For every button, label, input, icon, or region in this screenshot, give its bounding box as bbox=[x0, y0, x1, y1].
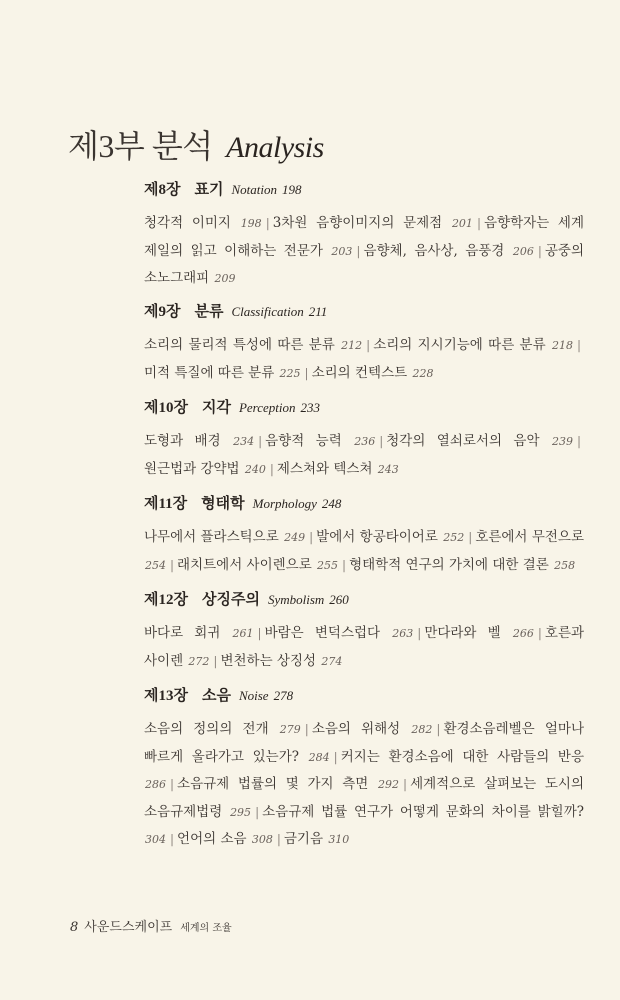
chapter-heading bbox=[144, 494, 584, 514]
chapter-11 bbox=[144, 494, 584, 579]
entry-separator: | bbox=[304, 365, 309, 380]
chapter-number: 제8장 bbox=[144, 182, 181, 198]
section-title: 청각의 열쇠로서의 음악 bbox=[386, 433, 540, 449]
entry-separator: | bbox=[333, 749, 338, 764]
entry-separator: | bbox=[257, 626, 262, 640]
entry-separator: | bbox=[342, 557, 347, 572]
section-title: 소리의 지시기능에 따른 분류 bbox=[373, 337, 546, 353]
section-title: 소리의 물리적 특성에 따른 분류 bbox=[144, 337, 335, 353]
section-page-number: 310 bbox=[328, 833, 350, 846]
section-page-number: 249 bbox=[284, 531, 306, 544]
section-title: 만다라와 벨 bbox=[424, 625, 501, 641]
entry-separator: | bbox=[170, 832, 175, 846]
entry-separator: | bbox=[436, 722, 441, 736]
section-title: 발에서 항공타이어로 bbox=[316, 529, 438, 545]
entry-separator: | bbox=[309, 530, 314, 544]
chapter-contents bbox=[144, 210, 584, 293]
section-title: 공중의 소노그래피 bbox=[144, 242, 585, 286]
chapter-12 bbox=[144, 590, 584, 675]
chapter-start-page: 260 bbox=[329, 592, 349, 607]
section-title: 청각적 이미지 bbox=[144, 215, 231, 231]
footer-book-title: 사운드스케이프 bbox=[84, 920, 173, 935]
section-page-number: 304 bbox=[145, 833, 166, 846]
section-page-number: 254 bbox=[145, 558, 166, 572]
section-page-number: 203 bbox=[331, 244, 353, 258]
entry-separator: | bbox=[170, 777, 175, 791]
section-page-number: 263 bbox=[392, 627, 414, 640]
section-title: 미적 특질에 따른 분류 bbox=[144, 364, 275, 381]
section-title: 소음규제 법률 연구가 어떻게 문화의 차이를 밝힐까? bbox=[262, 803, 584, 820]
entry-separator: | bbox=[576, 338, 582, 352]
section-title: 음향학자는 세계 제일의 읽고 이해하는 전문가 bbox=[144, 215, 584, 259]
chapter-start-page: 198 bbox=[281, 182, 302, 197]
section-title: 형태학적 연구의 가치에 대한 결론 bbox=[349, 556, 549, 573]
section-page-number: 240 bbox=[244, 462, 266, 476]
footer-book-subtitle: 세계의 조율 bbox=[180, 923, 232, 934]
chapter-9 bbox=[144, 302, 584, 387]
chapter-number: 제9장 bbox=[144, 304, 181, 320]
entry-separator: | bbox=[276, 832, 281, 846]
chapter-start-page: 248 bbox=[321, 496, 342, 511]
section-title: 음향적 능력 bbox=[265, 433, 342, 449]
section-page-number: 228 bbox=[412, 366, 434, 380]
section-page-number: 308 bbox=[251, 833, 273, 846]
chapter-number: 제13장 bbox=[144, 688, 188, 704]
chapter-title-korean: 지각 bbox=[201, 400, 231, 416]
entry-separator: | bbox=[379, 434, 384, 448]
chapter-contents bbox=[144, 428, 584, 483]
chapter-title-korean: 소음 bbox=[201, 688, 231, 704]
section-title: 환경소음레벨은 얼마나 빠르게 올라가고 있는가? bbox=[144, 721, 584, 765]
chapter-heading bbox=[144, 686, 584, 706]
section-page-number: 295 bbox=[230, 805, 252, 819]
page-footer bbox=[70, 916, 232, 935]
chapter-contents bbox=[144, 524, 584, 579]
section-title: 소음의 정의의 전개 bbox=[144, 721, 269, 737]
chapter-heading bbox=[144, 590, 584, 610]
chapter-contents bbox=[144, 332, 584, 387]
section-page-number: 266 bbox=[512, 627, 534, 640]
section-title: 래치트에서 사이렌으로 bbox=[177, 556, 312, 573]
entry-separator: | bbox=[213, 653, 218, 668]
chapter-title-english: Noise bbox=[238, 688, 269, 703]
chapter-start-page: 233 bbox=[300, 400, 321, 415]
entry-separator: | bbox=[265, 216, 270, 230]
section-page-number: 239 bbox=[551, 435, 573, 448]
section-page-number: 279 bbox=[279, 723, 301, 736]
section-page-number: 272 bbox=[188, 654, 210, 668]
section-title: 호른에서 무전으로 bbox=[475, 529, 584, 545]
section-page-number: 261 bbox=[232, 627, 254, 640]
chapter-title-english: Perception bbox=[238, 400, 296, 415]
entry-separator: | bbox=[537, 626, 542, 640]
section-title: 바다로 회귀 bbox=[144, 625, 221, 641]
chapter-number: 제11장 bbox=[144, 496, 188, 512]
section-title: 제스쳐와 텍스쳐 bbox=[276, 460, 373, 477]
chapter-title-korean: 형태학 bbox=[201, 496, 245, 512]
entry-separator: | bbox=[258, 434, 263, 448]
section-title: 음향체, 음사상, 음풍경 bbox=[363, 242, 505, 259]
section-page-number: 286 bbox=[145, 778, 166, 791]
entry-separator: | bbox=[468, 530, 473, 544]
chapter-title-korean: 표기 bbox=[194, 182, 224, 198]
section-title: 세계적으로 살펴보는 도시의 소음규제법령 bbox=[144, 776, 584, 820]
chapter-title-english: Classification bbox=[231, 304, 304, 319]
part-title-english: Analysis bbox=[226, 131, 324, 164]
section-page-number: 212 bbox=[341, 339, 363, 352]
chapter-title-english: Symbolism bbox=[267, 592, 325, 607]
section-page-number: 274 bbox=[321, 654, 343, 668]
entry-separator: | bbox=[366, 338, 371, 352]
entry-separator: | bbox=[356, 243, 361, 258]
section-page-number: 292 bbox=[378, 778, 400, 791]
section-page-number: 255 bbox=[317, 558, 339, 572]
section-page-number: 258 bbox=[554, 558, 576, 572]
entry-separator: | bbox=[537, 243, 542, 258]
chapter-start-page: 211 bbox=[308, 304, 328, 319]
entry-separator: | bbox=[255, 804, 260, 819]
section-page-number: 201 bbox=[451, 217, 473, 230]
chapter-start-page: 278 bbox=[273, 688, 294, 703]
section-title: 금기음 bbox=[283, 831, 324, 847]
entry-separator: | bbox=[576, 434, 582, 448]
chapter-title-korean: 분류 bbox=[194, 304, 224, 320]
section-title: 소음의 위해성 bbox=[311, 721, 401, 737]
section-title: 원근법과 강약법 bbox=[144, 460, 240, 477]
entry-separator: | bbox=[417, 626, 422, 640]
section-page-number: 225 bbox=[279, 366, 301, 380]
section-title: 언어의 소음 bbox=[177, 831, 247, 847]
entry-separator: | bbox=[403, 777, 408, 791]
footer-page-number: 8 bbox=[70, 920, 79, 935]
section-page-number: 243 bbox=[377, 462, 399, 476]
section-title: 커지는 환경소음에 대한 사람들의 반응 bbox=[340, 748, 585, 765]
section-page-number: 206 bbox=[512, 244, 534, 258]
entry-separator: | bbox=[304, 722, 309, 736]
section-page-number: 218 bbox=[551, 339, 573, 352]
section-page-number: 252 bbox=[443, 531, 465, 544]
chapter-heading bbox=[144, 180, 584, 200]
section-page-number: 209 bbox=[214, 272, 236, 285]
section-page-number: 282 bbox=[411, 723, 433, 736]
entry-separator: | bbox=[476, 216, 481, 230]
chapter-contents bbox=[144, 716, 584, 854]
chapter-number: 제12장 bbox=[144, 592, 188, 608]
section-title: 변천하는 상징성 bbox=[220, 652, 317, 669]
chapter-13 bbox=[144, 686, 584, 854]
chapter-10 bbox=[144, 398, 584, 483]
section-title: 나무에서 플라스틱으로 bbox=[144, 529, 279, 545]
entry-separator: | bbox=[269, 461, 274, 476]
chapter-contents bbox=[144, 620, 584, 675]
chapter-8 bbox=[144, 180, 584, 293]
section-title: 소음규제 법률의 몇 가지 측면 bbox=[177, 776, 369, 792]
section-title: 소리의 컨텍스트 bbox=[311, 364, 408, 381]
entry-separator: | bbox=[170, 557, 175, 572]
chapter-title-english: Notation bbox=[231, 182, 277, 197]
chapter-title-korean: 상징주의 bbox=[201, 592, 260, 608]
section-title: 바람은 변덕스럽다 bbox=[264, 625, 381, 641]
section-page-number: 198 bbox=[240, 217, 262, 230]
section-title: 3차원 음향이미지의 문제점 bbox=[272, 215, 443, 231]
section-title: 호른과 사이렌 bbox=[144, 625, 585, 669]
section-page-number: 284 bbox=[308, 750, 330, 764]
chapter-number: 제10장 bbox=[144, 400, 188, 416]
part-title bbox=[68, 122, 324, 172]
section-page-number: 236 bbox=[354, 435, 376, 448]
chapter-heading bbox=[144, 302, 584, 322]
section-page-number: 234 bbox=[233, 435, 255, 448]
chapter-heading bbox=[144, 398, 584, 418]
part-title-korean: 제3부 분석 bbox=[68, 128, 213, 164]
chapter-title-english: Morphology bbox=[252, 496, 317, 511]
section-title: 도형과 배경 bbox=[144, 433, 221, 449]
